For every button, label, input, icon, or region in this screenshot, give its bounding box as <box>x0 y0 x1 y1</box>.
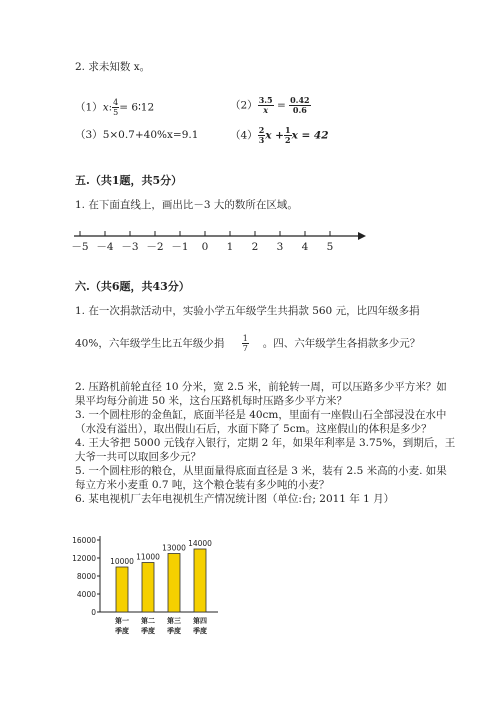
number-line-label: －2 <box>146 241 164 253</box>
number-line-label: 1 <box>226 241 234 253</box>
sec6-q6-line1: 6. 某电视机厂去年电视机生产情况统计图（单位:台; 2011 年 1 月） <box>75 493 395 505</box>
chart-category-label: 第三 <box>167 617 181 625</box>
q2-p2-label: （2） <box>230 99 258 112</box>
q2-p2-f2-num: 0.42 <box>290 95 310 105</box>
q2-p1-label: （1） <box>75 101 103 114</box>
q2-p3-text: 5×0.7+40%x=9.1 <box>102 129 199 141</box>
chart-y-tick-label: 4000 <box>76 590 96 599</box>
chart-value-label: 11000 <box>136 552 160 562</box>
number-line-label: －1 <box>171 241 189 253</box>
sec5-q1: 1. 在下面直线上，画出比－3 大的数所在区域。 <box>75 199 298 211</box>
number-line-label: －5 <box>71 241 89 253</box>
q2-p3-label: （3） <box>75 129 103 141</box>
q2-part1 <box>75 98 154 117</box>
chart-category-label: 季度 <box>115 627 129 635</box>
number-line-label: 4 <box>301 241 309 253</box>
q2-p2-f1-den: x <box>263 105 269 115</box>
chart-y-tick-label: 16000 <box>72 536 96 545</box>
chart-category-label: 第一 <box>115 617 129 625</box>
q2-p4-f2-den: 2 <box>284 135 291 145</box>
sec6-q4-line1: 4. 王大爷把 5000 元钱存入银行，定期 2 年，如果年利率是 3.75%，到期后，王 <box>75 437 456 449</box>
sec6-q1-frac-den: 7 <box>242 344 248 353</box>
q2-p2-eq: = <box>276 99 286 112</box>
chart-bar <box>142 563 154 613</box>
q2-p4-frac2 <box>284 126 292 145</box>
q2-p1-rest: = 6∶12 <box>119 101 155 114</box>
q2-p2-frac1 <box>258 96 274 115</box>
q2-p4-mid: x + <box>265 129 284 142</box>
number-line <box>70 228 370 258</box>
q2-p1-den: 5 <box>113 108 119 117</box>
q2-part3 <box>75 128 198 142</box>
chart-y-tick-label: 8000 <box>76 572 96 581</box>
chart-category-label: 季度 <box>193 627 207 635</box>
q2-p1-colon: : <box>108 101 113 114</box>
number-line-label: －3 <box>121 241 139 253</box>
bar-chart <box>70 520 230 645</box>
sec6-q5-line1: 5. 一个圆柱形的粮仓，从里面量得底面直径是 3 米，装有 2.5 米高的小麦. 如果 <box>75 465 447 477</box>
sec6-q3-line1: 3. 一个圆柱形的金鱼缸，底面半径是 40cm，里面有一座假山石全部浸没在水中 <box>75 409 447 421</box>
chart-value-label: 13000 <box>162 543 186 553</box>
q2-part2 <box>230 96 311 115</box>
chart-bar <box>194 549 206 612</box>
number-line-label: －4 <box>96 241 114 253</box>
q2-p4-f1-den: 3 <box>258 135 265 145</box>
sec6-q1-line2b: 。四、六年级学生各捐款多少元？ <box>262 337 421 350</box>
number-line-label: 3 <box>276 241 284 253</box>
chart-bar <box>116 567 128 612</box>
chart-category-label: 第四 <box>193 617 207 625</box>
chart-bar <box>168 554 180 613</box>
sec6-q4-line2: 大爷一共可以取回多少元？ <box>75 451 201 463</box>
q2-p4-f2-num: 1 <box>284 125 291 135</box>
chart-category-label: 季度 <box>141 627 155 635</box>
q2-p4-rest: x = 42 <box>291 129 329 142</box>
sec6-q1-fraction <box>242 334 249 353</box>
chart-y-tick-label: 12000 <box>72 554 96 563</box>
sec6-q3-line2: （水没有溢出），取出假山石后，水面下降了 5cm。这座假山的体积是多少？ <box>75 423 432 435</box>
number-line-label: 0 <box>201 241 209 253</box>
sec6-q1-line2 <box>75 334 420 353</box>
q2-title: 2. 求未知数 x。 <box>75 61 151 73</box>
sec6-q2-line1: 2. 压路机前轮直径 10 分米，宽 2.5 米，前轮转一周，可以压路多少平方米？如 <box>75 381 447 393</box>
q2-p2-frac2 <box>289 96 310 115</box>
q2-p1-num: 4 <box>113 98 119 107</box>
number-line-label: 2 <box>251 241 259 253</box>
q2-p4-f1-num: 2 <box>258 125 265 135</box>
q2-p4-label: （4） <box>230 129 258 142</box>
sec6-q2-line2: 果平均每分前进 50 米，这台压路机每时压路多少平方米？ <box>75 395 348 407</box>
q2-part4 <box>230 126 329 145</box>
sec6-q5-line2: 每立方米小麦重 0.7 吨，这个粮仓装有多少吨的小麦？ <box>75 479 330 491</box>
sec6-q1-line1: 1. 在一次捐款活动中，实验小学五年级学生共捐款 560 元，比四年级多捐 <box>75 305 420 317</box>
sec6-q1-frac-num: 1 <box>242 334 248 343</box>
section5-title: 五.（共1题，共5分） <box>75 174 183 187</box>
chart-y-tick-label: 0 <box>91 608 96 617</box>
q2-p2-f1-num: 3.5 <box>258 95 273 105</box>
chart-category-label: 季度 <box>167 627 181 635</box>
number-line-label: 5 <box>326 241 334 253</box>
chart-value-label: 10000 <box>110 557 134 566</box>
section6-title: 六.（共6题，共43分） <box>75 280 190 293</box>
chart-category-label: 第二 <box>141 617 155 625</box>
sec6-q1-line2a: 40%，六年级学生比五年级少捐 <box>75 337 225 350</box>
chart-value-label: 14000 <box>188 539 212 548</box>
number-line-arrow <box>358 232 366 240</box>
q2-p1-var: x <box>102 101 109 114</box>
q2-p2-f2-den: 0.6 <box>292 105 307 115</box>
